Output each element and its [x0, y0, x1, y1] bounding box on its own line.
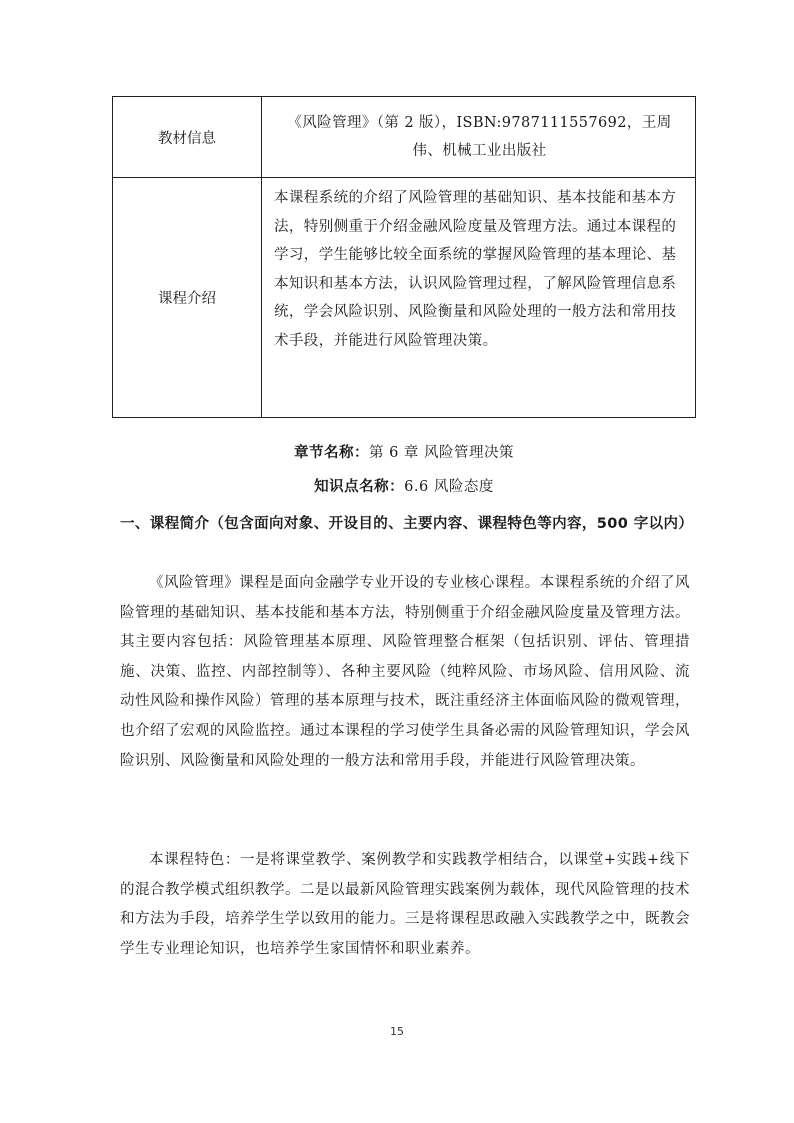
section-title: 一、课程简介（包含面向对象、开设目的、主要内容、课程特色等内容，500 字以内）	[120, 516, 694, 532]
knowledge-point-label: 知识点名称：	[314, 479, 405, 495]
row-content-course-intro: 本课程系统的介绍了风险管理的基础知识、基本技能和基本方法，特别侧重于介绍金融风险度量及管理方法。通过本课程的学习，学生能够比较全面系统的掌握风险管理的基本理论、基本知识和基本方法，认识风险管理过程，了解风险管理信息系统，学会风险识别、风险衡量和风险处理的一般方法和常用技术手段，并能进行风险管理决策。	[262, 178, 696, 418]
body-paragraph: 《风险管理》课程是面向金融学专业开设的专业核心课程。本课程系统的介绍了风险管理的基础知识、基本技能和基本方法，特别侧重于介绍金融风险度量及管理方法。其主要内容包括：风险管理基本原理、风险管理整合框架（包括识别、评估、管理措施、决策、监控、内部控制等）、各种主要风险（纯粹风险、市场风险、信用风险、流动性风险和操作风险）管理的基本原理与技术，既注重经济主体面临风险的微观管理，也介绍了宏观的风险监控。通过本课程的学习使学生具备必需的风险管理知识，学会风险识别、风险衡量和风险处理的一般方法和常用手段，并能进行风险管理决策。	[120, 575, 690, 769]
course-info-table	[112, 96, 696, 418]
table-row	[113, 178, 696, 418]
knowledge-point-value: 6.6 风险态度	[404, 479, 494, 495]
row-label-course-intro: 课程介绍	[113, 178, 262, 418]
chapter-label: 章节名称：	[293, 445, 369, 461]
body-paragraph: 本课程特色：一是将课堂教学、案例教学和实践教学相结合，以课堂+实践+线下的混合教学模式组织教学。二是以最新风险管理实践案例为载体，现代风险管理的技术和方法为手段，培养学生学以致用的能力。三是将课程思政融入实践教学之中，既教会学生专业理论知识，也培养学生家国情怀和职业素养。	[120, 852, 690, 957]
page-number: 15	[390, 1025, 404, 1038]
chapter-value: 第 6 章 风险管理决策	[368, 445, 515, 461]
row-content-textbook: 《风险管理》（第 2 版），ISBN:9787111557692，王周伟、机械工业出版社	[262, 97, 696, 178]
chapter-heading	[112, 441, 696, 462]
knowledge-point-heading	[112, 475, 696, 496]
row-label-textbook: 教材信息	[113, 97, 262, 178]
table-row	[113, 97, 696, 178]
